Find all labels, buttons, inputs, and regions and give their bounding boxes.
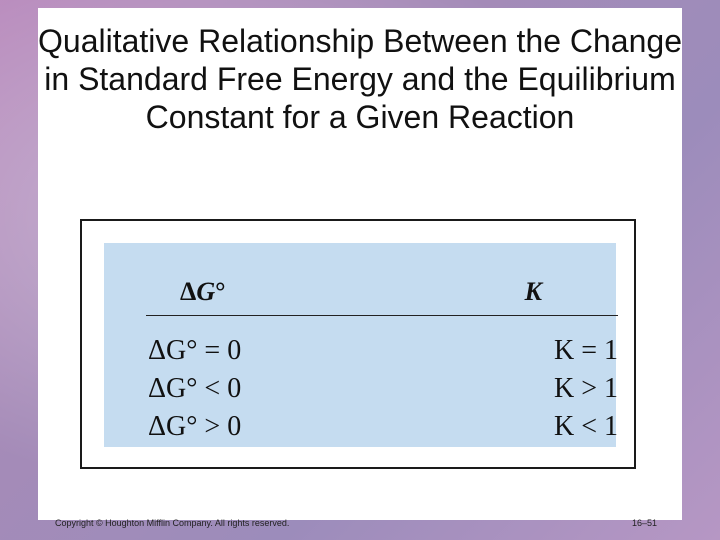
delta-g-condition: ΔG° > 0 xyxy=(148,411,242,442)
slide-title: Qualitative Relationship Between the Change in Standard Free Energy and the Equilibrium Constant for a Given Reaction xyxy=(38,23,682,135)
header-g-variable: G xyxy=(196,277,216,306)
header-k xyxy=(525,277,542,307)
header-delta-g xyxy=(180,277,226,307)
table-row xyxy=(148,411,618,447)
relationship-table xyxy=(104,243,616,447)
figure-frame xyxy=(80,219,636,469)
copyright-text: Copyright © Houghton Mifflin Company. All rights reserved. xyxy=(55,518,290,528)
delta-g-condition: ΔG° = 0 xyxy=(148,335,242,366)
header-delta-symbol: Δ xyxy=(180,277,197,306)
header-degree-symbol: ° xyxy=(215,277,226,306)
header-k-variable: K xyxy=(524,277,542,306)
table-row xyxy=(148,373,618,409)
header-rule xyxy=(146,315,618,316)
delta-g-condition: ΔG° < 0 xyxy=(148,373,242,404)
table-row xyxy=(148,335,618,371)
page-number: 16–51 xyxy=(632,518,658,528)
k-condition: K < 1 xyxy=(553,411,618,442)
k-condition: K > 1 xyxy=(553,373,618,404)
k-condition: K = 1 xyxy=(553,335,618,366)
